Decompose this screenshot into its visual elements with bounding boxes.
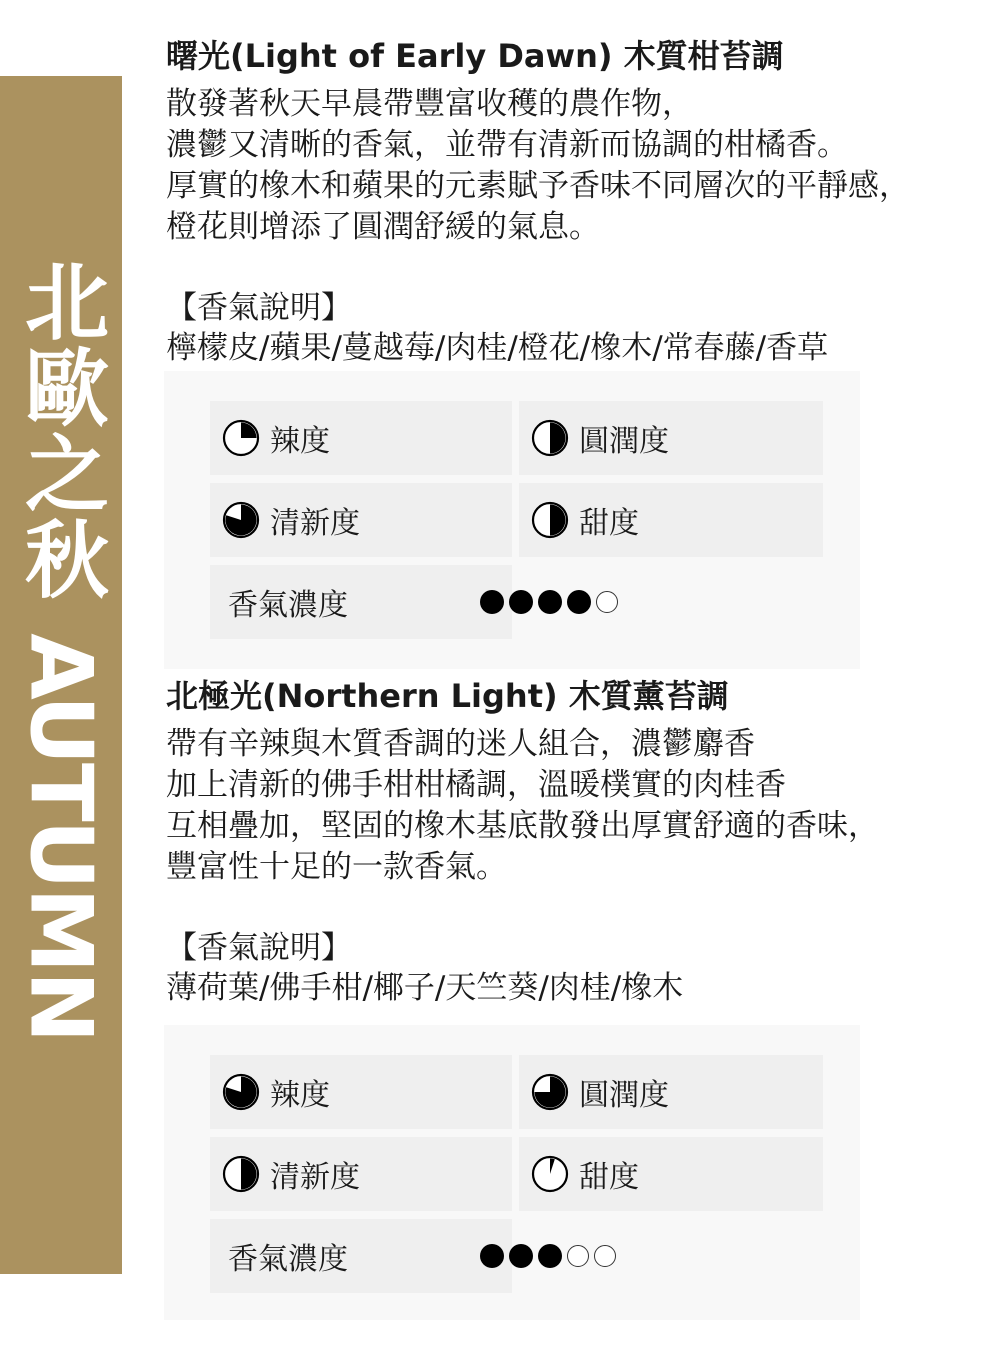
description-line: 散發著秋天早晨帶豐富收穫的農作物， bbox=[166, 86, 693, 122]
empty-dot bbox=[594, 1245, 616, 1267]
intensity-cell bbox=[210, 565, 512, 639]
attribute-panel bbox=[164, 1025, 860, 1320]
attribute-label: 圓潤度 bbox=[579, 424, 669, 459]
intensity-rating bbox=[480, 1219, 621, 1293]
attribute-cell bbox=[519, 1137, 823, 1211]
attribute-cell bbox=[210, 483, 512, 557]
intensity-label: 香氣濃度 bbox=[228, 1242, 348, 1277]
level-gauge-icon bbox=[531, 1073, 569, 1111]
filled-dot bbox=[538, 590, 562, 614]
product-1 bbox=[166, 34, 986, 368]
attribute-cell bbox=[210, 1055, 512, 1129]
intensity-label: 香氣濃度 bbox=[228, 588, 348, 623]
level-gauge-icon bbox=[531, 501, 569, 539]
description-line: 濃鬱又清晰的香氣，並帶有清新而協調的柑橘香。 bbox=[166, 127, 848, 163]
notes-heading: 【香氣說明】 bbox=[166, 930, 352, 966]
attribute-label: 辣度 bbox=[270, 424, 330, 459]
season-label bbox=[1, 258, 122, 1041]
attribute-cell bbox=[210, 1137, 512, 1211]
notes-heading: 【香氣說明】 bbox=[166, 290, 352, 326]
description-line: 帶有辛辣與木質香調的迷人組合，濃鬱麝香 bbox=[166, 726, 755, 762]
attribute-cell bbox=[519, 483, 823, 557]
notes-list: 薄荷葉/佛手柑/椰子/天竺葵/肉桂/橡木 bbox=[166, 970, 684, 1006]
filled-dot bbox=[567, 590, 591, 614]
gauge-fill bbox=[241, 423, 257, 439]
level-gauge-icon bbox=[222, 1155, 260, 1193]
description-line: 互相疊加，堅固的橡木基底散發出厚實舒適的香味， bbox=[166, 808, 879, 844]
empty-dot bbox=[567, 1245, 589, 1267]
filled-dot bbox=[509, 590, 533, 614]
attribute-panel bbox=[164, 371, 860, 669]
season-label-cjk: 北歐之秋 bbox=[11, 258, 110, 602]
level-gauge-icon bbox=[531, 1155, 569, 1193]
level-gauge-icon bbox=[222, 419, 260, 457]
empty-dot bbox=[596, 591, 618, 613]
product-title: 曙光(Light of Early Dawn) 木質柑苔調 bbox=[166, 37, 784, 75]
description-line: 加上清新的佛手柑柑橘調，溫暖樸實的肉桂香 bbox=[166, 767, 786, 803]
attribute-label: 甜度 bbox=[579, 506, 639, 541]
level-gauge-icon bbox=[222, 501, 260, 539]
filled-dot bbox=[509, 1244, 533, 1268]
attribute-label: 清新度 bbox=[270, 1160, 360, 1195]
attribute-label: 辣度 bbox=[270, 1078, 330, 1113]
level-gauge-icon bbox=[531, 419, 569, 457]
attribute-cell bbox=[519, 1055, 823, 1129]
season-label-latin: AUTUMN bbox=[10, 633, 111, 1042]
intensity-rating bbox=[480, 565, 623, 639]
level-gauge-icon bbox=[222, 1073, 260, 1111]
product-description bbox=[166, 724, 986, 888]
product-title: 北極光(Northern Light) 木質薰苔調 bbox=[166, 677, 729, 715]
product-2 bbox=[166, 674, 986, 1008]
attribute-label: 圓潤度 bbox=[579, 1078, 669, 1113]
description-line: 豐富性十足的一款香氣。 bbox=[166, 849, 507, 885]
attribute-label: 甜度 bbox=[579, 1160, 639, 1195]
notes-list: 檸檬皮/蘋果/蔓越莓/肉桂/橙花/橡木/常春藤/香草 bbox=[166, 330, 829, 366]
product-description bbox=[166, 84, 986, 248]
intensity-cell bbox=[210, 1219, 512, 1293]
filled-dot bbox=[480, 1244, 504, 1268]
description-line: 厚實的橡木和蘋果的元素賦予香味不同層次的平靜感， bbox=[166, 168, 910, 204]
attribute-label: 清新度 bbox=[270, 506, 360, 541]
description-line: 橙花則增添了圓潤舒緩的氣息。 bbox=[166, 209, 600, 245]
filled-dot bbox=[480, 590, 504, 614]
attribute-cell bbox=[210, 401, 512, 475]
filled-dot bbox=[538, 1244, 562, 1268]
attribute-cell bbox=[519, 401, 823, 475]
